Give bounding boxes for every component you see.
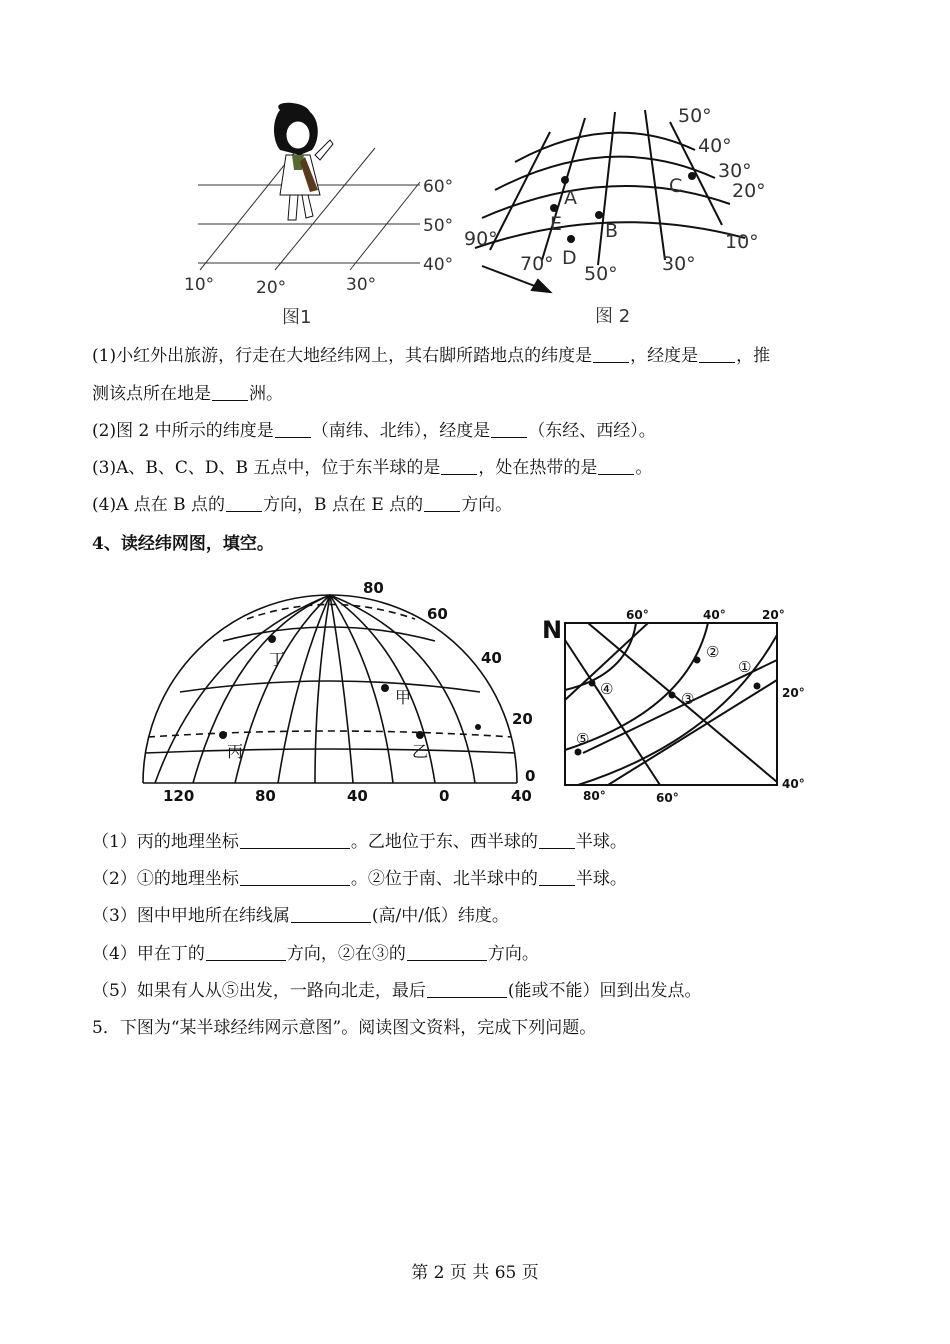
fig2-bottom-label: 90°	[464, 228, 498, 250]
q4-sub5: （5）如果有人从⑤出发，一路向北走，最后 (能或不能）回到出发点。	[92, 981, 702, 1001]
fig2-point-label: A	[564, 187, 577, 209]
answer-blank[interactable]	[539, 868, 575, 886]
answer-blank[interactable]	[539, 831, 575, 849]
left-map-point-label: 丁	[269, 650, 286, 669]
left-map-point-label: 乙	[412, 742, 429, 761]
left-map-bottom-label: 40	[511, 787, 532, 805]
right-map-point-1	[754, 683, 761, 690]
right-map-bottom-label: 60°	[656, 791, 679, 805]
answer-blank[interactable]	[441, 457, 477, 475]
answer-blank[interactable]	[593, 345, 629, 363]
answer-blank[interactable]	[491, 420, 527, 438]
fig2-top-label: 40°	[698, 135, 732, 157]
fig2-point-label: C	[669, 175, 683, 197]
q3-part4: (4)A 点在 B 点的 方向，B 点在 E 点的 方向。	[92, 495, 513, 515]
fig1-lon-label: 20°	[256, 278, 287, 298]
fig1-lon-label: 30°	[346, 275, 377, 295]
answer-blank[interactable]	[226, 494, 262, 512]
right-map-point-label: ⑤	[576, 730, 590, 748]
answer-blank[interactable]	[240, 868, 350, 886]
left-map-bottom-label: 80	[255, 787, 276, 805]
fig2-right-label: 10°	[725, 231, 759, 253]
right-map-right-label: 20°	[782, 686, 805, 700]
q4-point-jia	[381, 684, 389, 692]
left-map-bottom-label: 40	[347, 787, 368, 805]
answer-blank[interactable]	[427, 980, 507, 998]
fig2-bottom-label: 70°	[520, 253, 554, 275]
answer-blank[interactable]	[206, 943, 286, 961]
girl-figure-icon	[274, 103, 333, 220]
fig1-caption: 图1	[282, 307, 312, 328]
fig2-top-label: 50°	[678, 105, 712, 127]
answer-blank[interactable]	[424, 494, 460, 512]
fig2-top-label: 30°	[718, 160, 752, 182]
answer-blank[interactable]	[598, 457, 634, 475]
q3-part2: (2)图 2 中所示的纬度是 （南纬、北纬），经度是 （东经、西经）。	[92, 421, 656, 441]
fig2-point-b	[595, 211, 603, 219]
fig1-lon-label: 10°	[184, 275, 215, 295]
fig2-top-label: 20°	[732, 180, 766, 202]
right-map-bottom-label: 80°	[583, 789, 606, 803]
q4-point-bing	[219, 731, 227, 739]
answer-blank[interactable]	[275, 420, 311, 438]
left-map-bottom-label: 0	[439, 787, 450, 805]
fig2-point-d	[567, 235, 575, 243]
q4-point-yi	[416, 731, 424, 739]
fig2-bottom-label: 30°	[662, 253, 696, 275]
left-map-top-label: 20	[512, 710, 533, 728]
left-map-top-label: 80	[363, 579, 384, 597]
right-map-right-label: 40°	[782, 777, 805, 791]
q4-title: 4、读经纬网图，填空。	[92, 534, 274, 554]
fig2-caption: 图 2	[595, 306, 631, 327]
left-map-top-label: 0	[525, 767, 536, 785]
fig2-bottom-label: 50°	[584, 263, 618, 285]
right-map-point-3	[669, 692, 676, 699]
right-map-top-label: 60°	[626, 608, 649, 622]
q4-point-ding	[268, 635, 276, 643]
answer-blank[interactable]	[407, 943, 487, 961]
figure-2-grid	[460, 100, 780, 300]
q4-grid-map	[538, 600, 818, 810]
q5-title: 5．下图为“某半球经纬网示意图”。阅读图文资料，完成下列问题。	[92, 1018, 597, 1038]
q4-sub1: （1）丙的地理坐标 。乙地位于东、西半球的 半球。	[92, 832, 627, 852]
right-map-point-label: ④	[600, 680, 614, 698]
q4-sub3: （3）图中甲地所在纬线属 (高/中/低）纬度。	[92, 906, 509, 926]
fig2-point-c	[688, 172, 696, 180]
q3-part3: (3)A、B、C、D、B 五点中，位于东半球的是 ，处在热带的是 。	[92, 458, 653, 478]
north-label: N	[542, 616, 563, 644]
page-footer: 第 2 页 共 65 页	[411, 1263, 539, 1283]
q3-part1-line1: (1)小红外出旅游，行走在大地经纬网上，其右脚所踏地点的纬度是 ，经度是 ，推	[92, 346, 771, 366]
fig1-lat-label: 50°	[423, 216, 454, 236]
q3-part1-line2: 测该点所在地是 洲。	[92, 384, 283, 404]
left-map-top-label: 60	[427, 605, 448, 623]
q4-hemisphere-map	[135, 575, 540, 810]
answer-blank[interactable]	[291, 905, 371, 923]
fig1-lat-label: 40°	[423, 255, 454, 275]
fig2-point-label: D	[562, 247, 577, 269]
answer-blank[interactable]	[240, 831, 350, 849]
left-map-point-label: 丙	[227, 742, 244, 761]
right-map-top-label: 40°	[703, 608, 726, 622]
fig2-point-label: E	[550, 213, 563, 235]
right-map-point-label: ③	[681, 690, 695, 708]
right-map-point-label: ①	[738, 658, 752, 676]
fig2-point-e	[550, 204, 558, 212]
q4-sub4: （4）甲在丁的 方向，②在③的 方向。	[92, 944, 539, 964]
left-map-bottom-label: 120	[163, 787, 195, 805]
q4-sub2: （2）①的地理坐标 。②位于南、北半球中的 半球。	[92, 869, 627, 889]
left-map-point-label: 甲	[395, 688, 412, 707]
right-map-top-label: 20°	[762, 608, 785, 622]
right-map-point-4	[589, 680, 596, 687]
right-map-point-label: ②	[706, 643, 720, 661]
fig2-point-label: B	[605, 220, 619, 242]
right-map-point-5	[575, 749, 582, 756]
answer-blank[interactable]	[212, 383, 248, 401]
answer-blank[interactable]	[699, 345, 735, 363]
right-map-point-2	[694, 657, 701, 664]
fig1-lat-label: 60°	[423, 177, 454, 197]
left-map-top-label: 40	[481, 649, 502, 667]
fig2-point-a	[561, 176, 569, 184]
figure-1-grid	[180, 100, 470, 305]
